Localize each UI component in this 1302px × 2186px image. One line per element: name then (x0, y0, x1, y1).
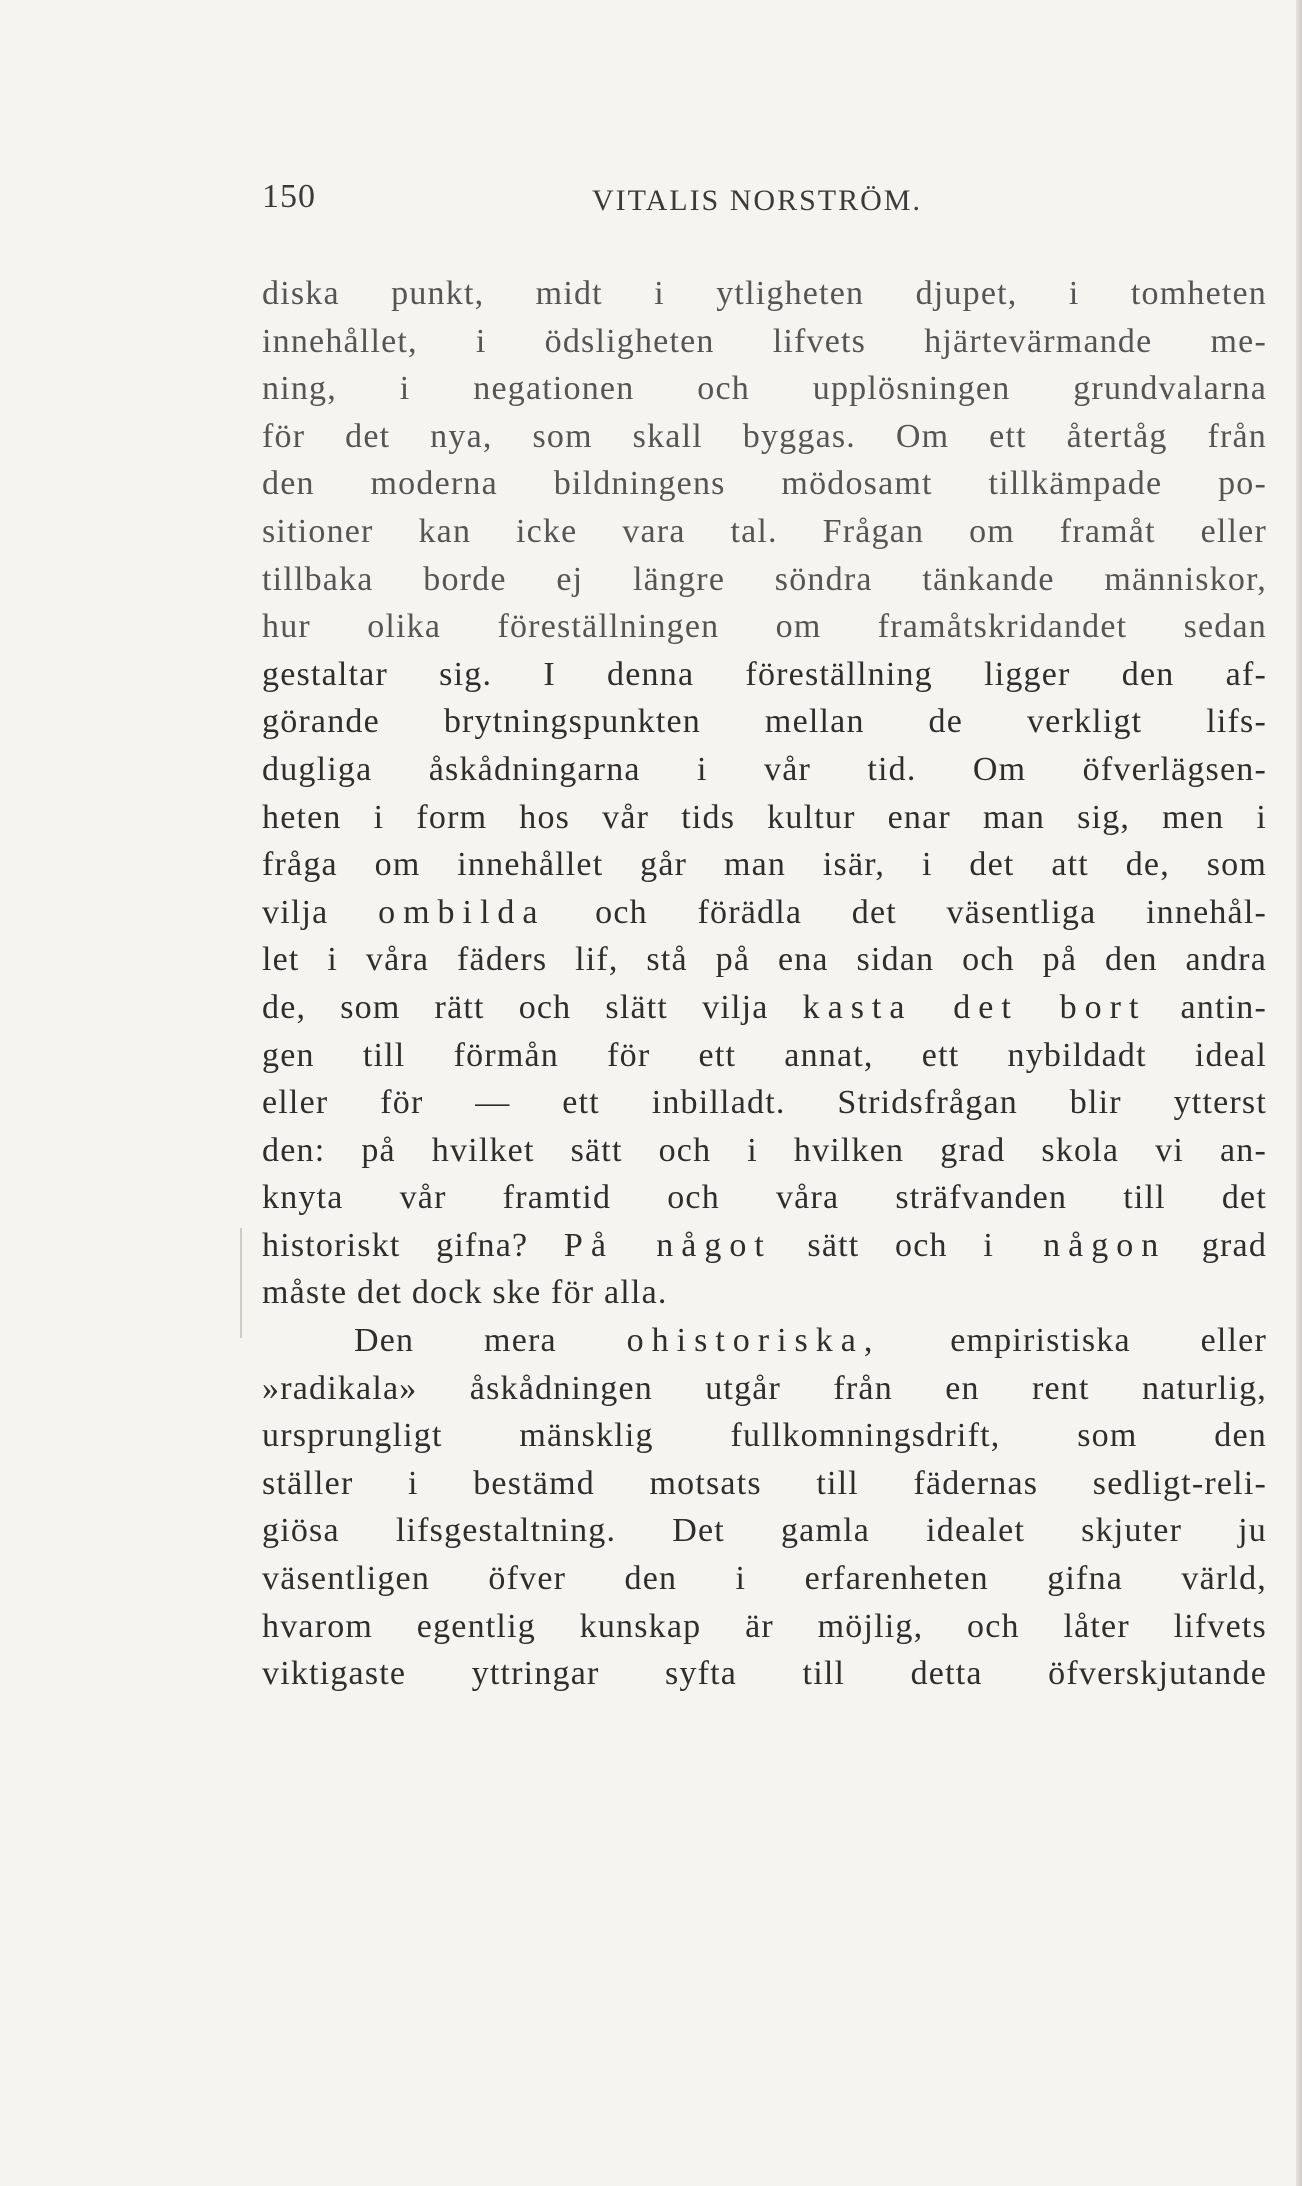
text-segment: historiskt gifna? (262, 1226, 529, 1264)
text-line (262, 1317, 1267, 1365)
text-line: hvarom egentlig kunskap är möjlig, och låter lifvets (262, 1607, 1267, 1645)
text-line: heten i form hos vår tids kultur enar man sig, men i (262, 798, 1267, 836)
text-line: fråga om innehållet går man isär, i det att de, som (262, 846, 1267, 884)
running-head: VITALIS NORSTRÖM. (592, 184, 922, 217)
text-line: gestaltar sig. I denna föreställning ligger den af- (262, 655, 1267, 693)
text-line (262, 889, 1267, 937)
spaced-emphasis: ohistoriska, (626, 1322, 881, 1360)
text-segment: antin- (1180, 988, 1268, 1026)
text-segment: de, som rätt och slätt vilja (262, 988, 769, 1026)
page-header (262, 178, 1267, 238)
text-line: gen till förmån för ett annat, ett nybildadt ideal (262, 1036, 1267, 1074)
text-line (262, 1222, 1267, 1270)
text-line: viktigaste yttringar syfta till detta öfverskjutande (262, 1655, 1267, 1693)
text-line: dugliga åskådningarna i vår tid. Om öfverlägsen- (262, 750, 1267, 788)
text-line: ursprungligt mänsklig fullkomningsdrift, som den (262, 1417, 1267, 1455)
text-line: eller för — ett inbilladt. Stridsfrågan blir ytterst (262, 1084, 1267, 1122)
text-line: let i våra fäders lif, stå på ena sidan och på den andra (262, 941, 1267, 979)
spaced-emphasis: ombilda (378, 893, 546, 931)
page-number: 150 (262, 178, 316, 215)
text-segment: och förädla det väsentliga innehål- (595, 893, 1268, 931)
text-line: för det nya, som skall byggas. Om ett återtåg från (262, 417, 1267, 455)
text-segment: grad (1201, 1226, 1268, 1264)
text-line: knyta vår framtid och våra sträfvanden till det (262, 1179, 1267, 1217)
body-text (262, 270, 1267, 1698)
text-line (262, 984, 1267, 1032)
text-line: ställer i bestämd motsats till fädernas sedligt-reli- (262, 1464, 1267, 1502)
margin-mark (240, 1228, 242, 1338)
text-line: väsentligen öfver den i erfarenheten gifna värld, (262, 1560, 1267, 1598)
text-line: görande brytningspunkten mellan de verkligt lifs- (262, 703, 1267, 741)
text-segment: empiristiska eller (950, 1322, 1267, 1360)
text-line: giösa lifsgestaltning. Det gamla idealet skjuter ju (262, 1512, 1267, 1550)
text-line: sitioner kan icke vara tal. Frågan om framåt eller (262, 512, 1267, 550)
text-line: innehållet, i ödsligheten lifvets hjärtevärmande me- (262, 322, 1267, 360)
text-line: den: på hvilket sätt och i hvilken grad skola vi an- (262, 1131, 1267, 1169)
spaced-emphasis: kasta det bort (802, 988, 1147, 1026)
text-line: den moderna bildningens mödosamt tillkämpade po- (262, 465, 1267, 503)
spaced-emphasis: i någon (983, 1226, 1167, 1264)
text-segment: vilja (262, 893, 329, 931)
text-line: hur olika föreställningen om framåtskridandet sedan (262, 608, 1267, 646)
text-line: tillbaka borde ej längre söndra tänkande människor, (262, 560, 1267, 598)
text-line: »radikala» åskådningen utgår från en rent naturlig, (262, 1369, 1267, 1407)
text-segment: Den mera (354, 1322, 557, 1360)
text-line: måste det dock ske för alla. (262, 1274, 668, 1312)
text-line: diska punkt, midt i ytligheten djupet, i tomheten (262, 275, 1267, 312)
text-segment: sätt och (807, 1226, 948, 1264)
page-edge (1296, 0, 1302, 2186)
spaced-emphasis: På något (563, 1226, 772, 1264)
text-line: ning, i negationen och upplösningen grundvalarna (262, 370, 1267, 408)
